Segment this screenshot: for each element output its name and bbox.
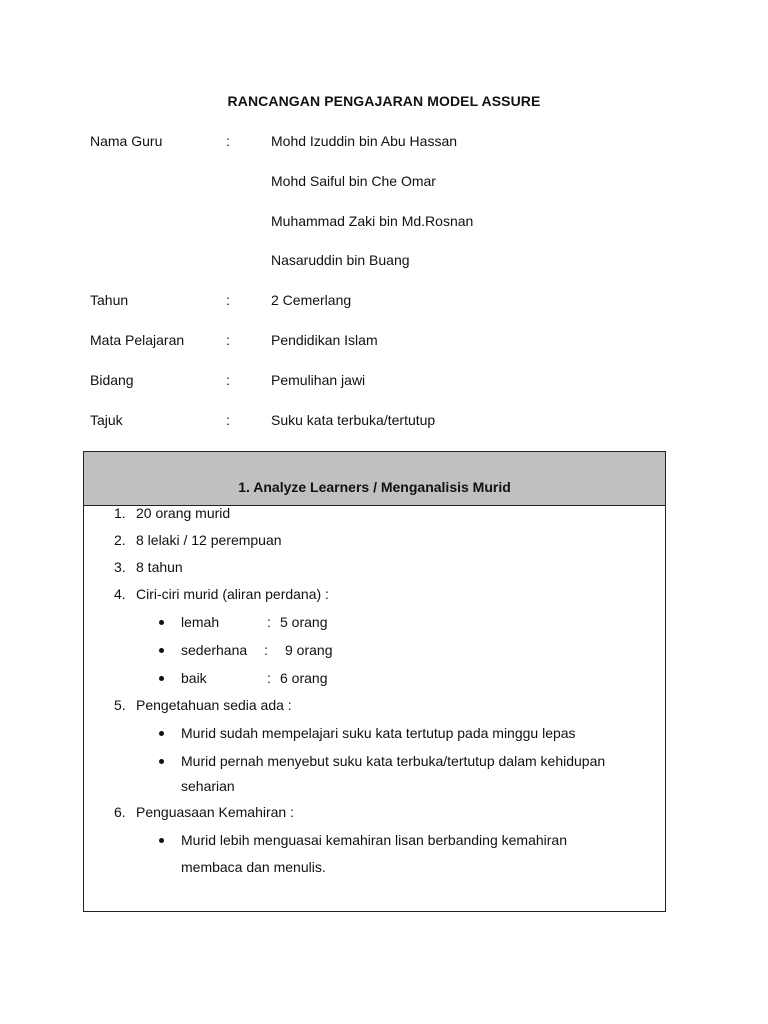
mata-pelajaran-label: Mata Pelajaran: [90, 332, 185, 348]
bullet-text: Murid lebih menguasai kemahiran lisan berbanding kemahiran: [181, 832, 567, 848]
separator: :: [226, 412, 230, 428]
nama-guru-value: Muhammad Zaki bin Md.Rosnan: [271, 213, 474, 229]
ciri-label: lemah: [181, 614, 220, 630]
ciri-value: 5 orang: [280, 614, 328, 630]
bullet-icon: [159, 838, 164, 843]
separator: :: [226, 332, 230, 348]
list-number: 3.: [114, 559, 126, 575]
bullet-text: Murid pernah menyebut suku kata terbuka/tertutup dalam kehidupan: [181, 753, 606, 769]
info-row-tahun: [0, 290, 768, 310]
ciri-label: sederhana: [181, 642, 248, 658]
list-text: 20 orang murid: [136, 505, 231, 521]
bullet-icon: [159, 676, 164, 681]
list-number: 1.: [114, 505, 126, 521]
section-heading: 1. Analyze Learners / Menganalisis Murid: [238, 479, 511, 495]
ciri-value: 6 orang: [280, 670, 328, 686]
list-text: Ciri-ciri murid (aliran perdana) :: [136, 586, 329, 602]
list-text: Penguasaan Kemahiran :: [136, 804, 294, 820]
tajuk-label: Tajuk: [90, 412, 123, 428]
separator: :: [226, 372, 230, 388]
ciri-label: baik: [181, 670, 207, 686]
tajuk-value: Suku kata terbuka/tertutup: [271, 412, 436, 428]
info-row-nama-guru: [0, 131, 768, 151]
ciri-separator: :: [264, 642, 268, 658]
info-row-nama-guru-2: [0, 171, 768, 191]
info-row-bidang: [0, 370, 768, 390]
table-header: [84, 452, 665, 506]
analyze-learners-table: [83, 451, 666, 912]
info-row-nama-guru-4: [0, 250, 768, 270]
bidang-label: Bidang: [90, 372, 134, 388]
list-number: 5.: [114, 697, 126, 713]
nama-guru-label: Nama Guru: [90, 133, 163, 149]
tahun-label: Tahun: [90, 292, 129, 308]
bidang-value: Pemulihan jawi: [271, 372, 366, 388]
nama-guru-value: Mohd Izuddin bin Abu Hassan: [271, 133, 458, 149]
mata-pelajaran-value: Pendidikan Islam: [271, 332, 378, 348]
separator: :: [226, 133, 230, 149]
ciri-separator: :: [267, 670, 271, 686]
info-row-mata-pelajaran: [0, 330, 768, 350]
document-title: RANCANGAN PENGAJARAN MODEL ASSURE: [227, 93, 541, 109]
ciri-value: 9 orang: [285, 642, 333, 658]
bullet-icon: [159, 759, 164, 764]
list-text: 8 lelaki / 12 perempuan: [136, 532, 282, 548]
list-text: Pengetahuan sedia ada :: [136, 697, 292, 713]
bullet-text-continued: seharian: [181, 778, 235, 794]
separator: :: [226, 292, 230, 308]
bullet-text-continued: membaca dan menulis.: [181, 859, 326, 875]
bullet-icon: [159, 731, 164, 736]
tahun-value: 2 Cemerlang: [271, 292, 352, 308]
list-number: 6.: [114, 804, 126, 820]
nama-guru-value: Mohd Saiful bin Che Omar: [271, 173, 436, 189]
info-row-nama-guru-3: [0, 211, 768, 231]
list-number: 2.: [114, 532, 126, 548]
bullet-icon: [159, 620, 164, 625]
list-number: 4.: [114, 586, 126, 602]
bullet-text: Murid sudah mempelajari suku kata tertutup pada minggu lepas: [181, 725, 576, 741]
info-row-tajuk: [0, 410, 768, 430]
bullet-icon: [159, 648, 164, 653]
ciri-separator: :: [267, 614, 271, 630]
list-text: 8 tahun: [136, 559, 183, 575]
nama-guru-value: Nasaruddin bin Buang: [271, 252, 410, 268]
